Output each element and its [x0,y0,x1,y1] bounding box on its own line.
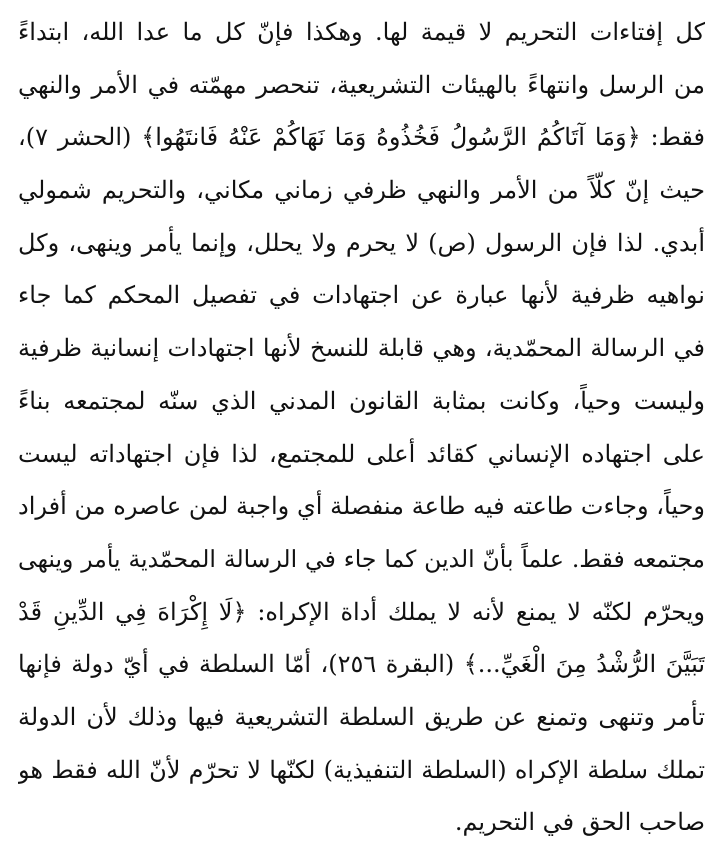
text-line-8: وليست وحياً، وكانت بمثابة القانون المدني الذي سنّه لمجتمعه بناءً [18,386,705,415]
text-line-13: تَبَيَّنَ الرُّشْدُ مِنَ الْغَيِّ...﴾ (البقرة ٢٥٦)، أمّا السلطة في أيّ دولة فإنها [18,650,705,679]
text-line-4: حيث إنّ كلّاً من الأمر والنهي ظرفي زماني مكاني، والتحريم شمولي [18,176,705,205]
document-body [18,6,705,849]
text-line-10: وحياً، وجاءت طاعته فيه طاعة منفصلة أي واجبة لمن عاصره من أفراد [18,492,705,521]
text-line-14: تأمر وتنهى وتمنع عن طريق السلطة التشريعية فيها وذلك لأن الدولة [18,702,705,731]
text-line-11: مجتمعه فقط. علماً بأنّ الدين كما جاء في الرسالة المحمّدية يأمر وينهى [18,544,705,573]
text-line-16: صاحب الحق في التحريم. [454,808,705,837]
text-line-2: من الرسل وانتهاءً بالهيئات التشريعية، تنحصر مهمّته في الأمر والنهي [18,70,705,99]
text-line-9: على اجتهاده الإنساني كقائد أعلى للمجتمع، لذا فإن اجتهاداته ليست [18,439,705,468]
text-line-15: تملك سلطة الإكراه (السلطة التنفيذية) لكنّها لا تحرّم لأنّ الله فقط هو [18,755,705,784]
text-line-5: أبدي. لذا فإن الرسول (ص) لا يحرم ولا يحلل، وإنما يأمر وينهى، وكل [18,228,705,257]
text-line-7: في الرسالة المحمّدية، وهي قابلة للنسخ لأنها اجتهادات إنسانية ظرفية [18,334,705,363]
text-line-6: نواهيه ظرفية لأنها عبارة عن اجتهادات في تفصيل المحكم كما جاء [18,281,705,310]
text-line-12: ويحرّم لكنّه لا يمنع لأنه لا يملك أداة الإكراه: ﴿لَا إِكْرَاهَ فِي الدِّينِ قَدْ [18,597,705,626]
text-line-1: كل إفتاءات التحريم لا قيمة لها. وهكذا فإنّ كل ما عدا الله، ابتداءً [18,18,705,46]
text-line-3: فقط: ﴿وَمَا آتَاكُمُ الرَّسُولُ فَخُذُوهُ وَمَا نَهَاكُمْ عَنْهُ فَانتَهُوا﴾ (الحشر ٧)، [18,123,705,152]
